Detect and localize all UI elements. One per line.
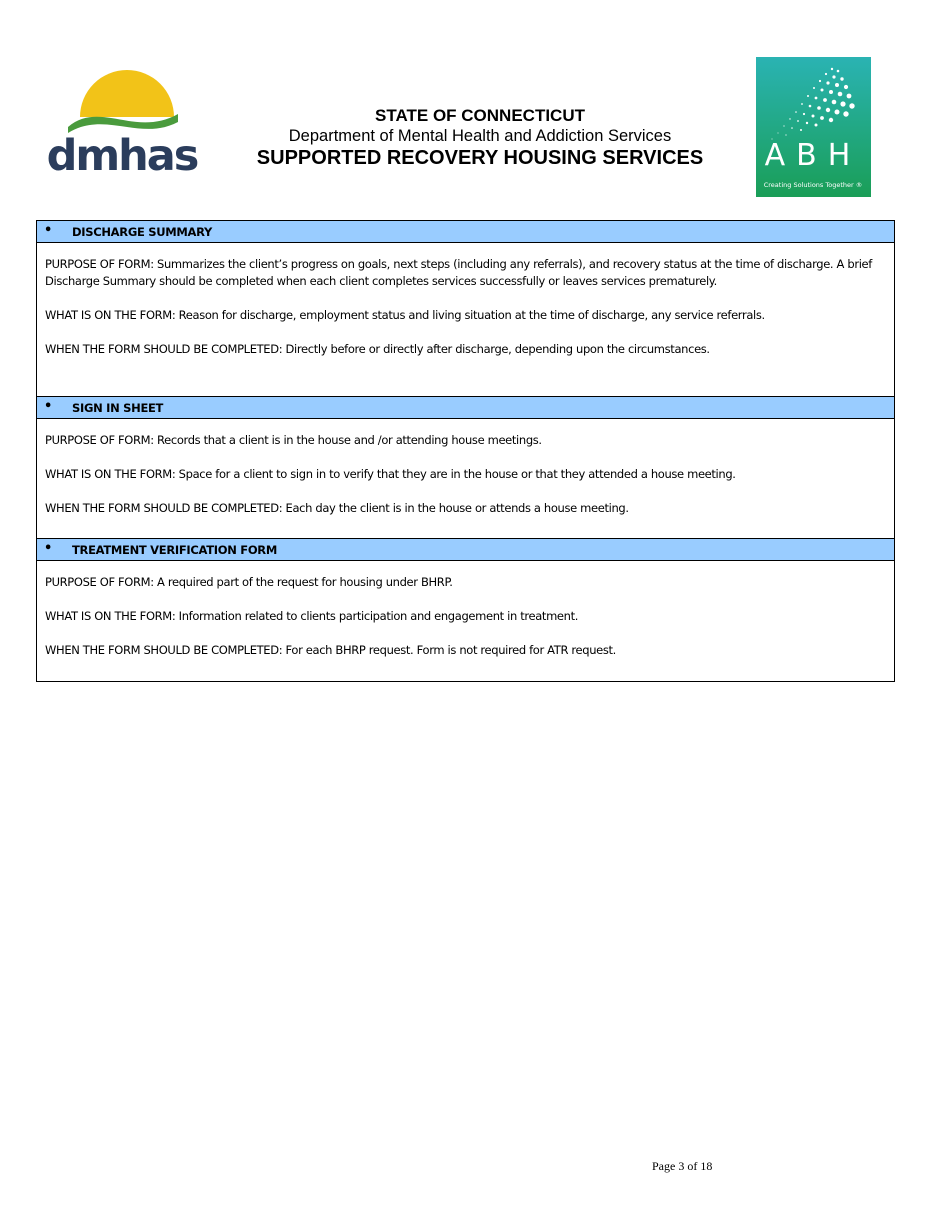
section-body-sign-in-sheet bbox=[37, 419, 894, 539]
dmhas-logo-text: dmhas bbox=[46, 131, 198, 181]
dmhas-sun-logo-icon bbox=[46, 70, 198, 181]
abh-logo-text: ABH bbox=[764, 138, 862, 173]
section-title: DISCHARGE SUMMARY bbox=[72, 225, 213, 239]
abh-logo bbox=[756, 57, 871, 197]
bullet-icon: • bbox=[44, 223, 53, 238]
program-title: SUPPORTED RECOVERY HOUSING SERVICES bbox=[256, 147, 704, 169]
purpose-text: PURPOSE OF FORM: Summarizes the client’s progress on goals, next steps (including any referrals), and recovery status at the time of discharge. A brief Discharge Summary should be completed when each client completes services successfully or leaves services prematurely. bbox=[45, 257, 872, 288]
section-header-discharge-summary bbox=[37, 221, 894, 243]
section-title: TREATMENT VERIFICATION FORM bbox=[72, 543, 278, 557]
department-title: Department of Mental Health and Addiction Services bbox=[288, 127, 672, 145]
abh-logo-tagline: Creating Solutions Together ® bbox=[763, 181, 863, 189]
contents-text: WHAT IS ON THE FORM: Reason for discharge, employment status and living situation at the time of discharge, any service referrals. bbox=[45, 308, 765, 322]
purpose-text: PURPOSE OF FORM: Records that a client is in the house and /or attending house meetings. bbox=[45, 433, 542, 447]
dmhas-logo bbox=[46, 70, 198, 181]
when-text: WHEN THE FORM SHOULD BE COMPLETED: Each day the client is in the house or attends a house meeting. bbox=[45, 501, 629, 515]
contents-text: WHAT IS ON THE FORM: Space for a client to sign in to verify that they are in the house or that they attended a house meeting. bbox=[45, 467, 736, 481]
contents-text: WHAT IS ON THE FORM: Information related to clients participation and engagement in treatment. bbox=[45, 609, 579, 623]
purpose-text: PURPOSE OF FORM: A required part of the request for housing under BHRP. bbox=[45, 575, 453, 589]
state-title: STATE OF CONNECTICUT bbox=[375, 106, 585, 125]
page-header bbox=[190, 106, 770, 170]
abh-logo-icon bbox=[756, 57, 871, 197]
section-header-treatment-verification-form bbox=[37, 539, 894, 561]
bullet-icon: • bbox=[44, 399, 53, 414]
forms-table bbox=[36, 220, 895, 682]
bullet-icon: • bbox=[44, 541, 53, 556]
section-body-treatment-verification-form bbox=[37, 561, 894, 681]
when-text: WHEN THE FORM SHOULD BE COMPLETED: Directly before or directly after discharge, depending upon the circumstances. bbox=[45, 342, 710, 356]
section-body-discharge-summary bbox=[37, 243, 894, 397]
section-title: SIGN IN SHEET bbox=[72, 401, 164, 415]
page-number: Page 3 of 18 bbox=[652, 1159, 713, 1173]
section-header-sign-in-sheet bbox=[37, 397, 894, 419]
when-text: WHEN THE FORM SHOULD BE COMPLETED: For each BHRP request. Form is not required for ATR request. bbox=[45, 643, 616, 657]
